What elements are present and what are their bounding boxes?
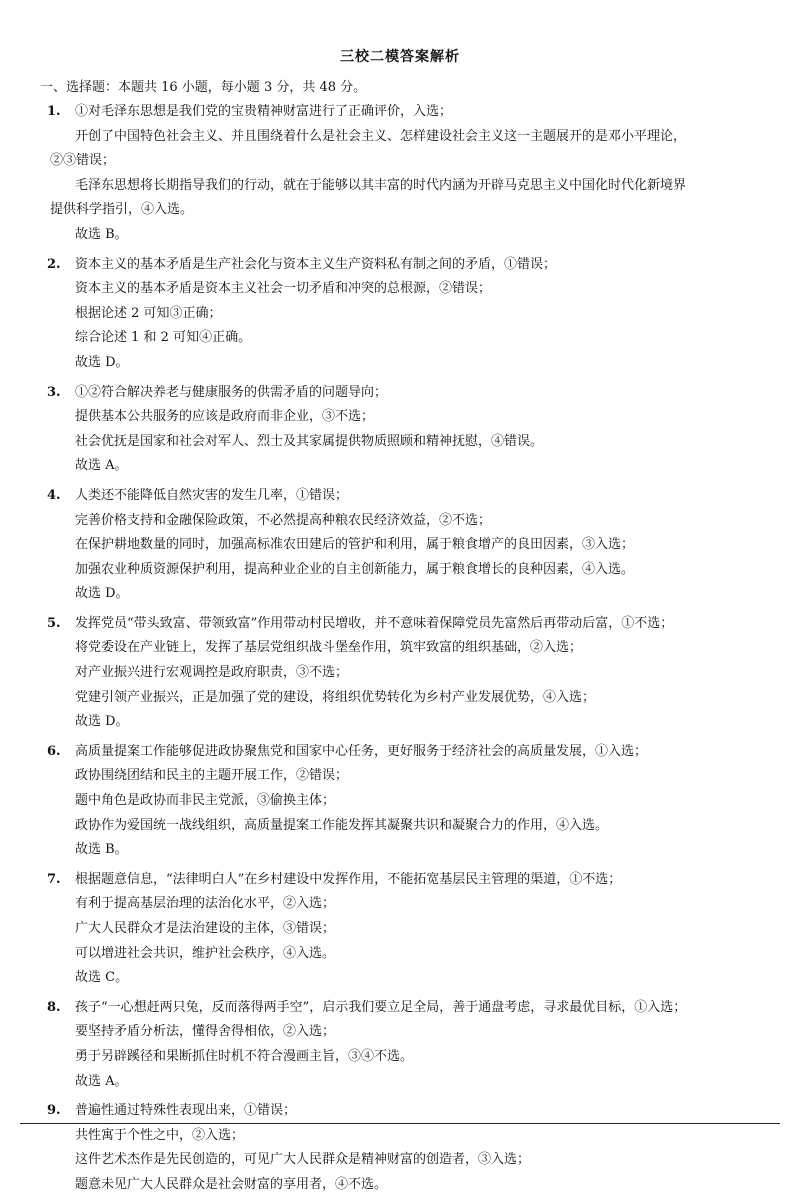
question-text: 人类还不能降低自然灾害的发生几率，①错误； [75, 487, 349, 503]
question-8 [0, 996, 800, 1094]
question-5 [0, 612, 800, 735]
question-1 [0, 100, 800, 248]
question-line [0, 1173, 800, 1198]
question-text: 发挥党员“带头致富、带领致富”作用带动村民增收，并不意味着保障党员先富然后再带动后富，①不选； [75, 615, 674, 631]
question-text: 普遍性通过特殊性表现出来，①错误； [75, 1103, 297, 1119]
question-line [0, 1020, 800, 1045]
question-line [0, 686, 800, 711]
question-number: 4. [47, 487, 61, 503]
question-text: 根据题意信息，“法律明白人”在乡村建设中发挥作用，不能拓宽基层民主管理的渠道，①不选； [75, 871, 622, 887]
question-number: 3. [47, 384, 61, 400]
question-number: 6. [47, 743, 61, 759]
question-text: 完善价格支持和金融保险政策，不必然提高种粮农民经济效益，②不选； [75, 512, 492, 528]
question-line [0, 253, 800, 278]
page-title: 三校二模答案解析 [340, 49, 460, 65]
question-2 [0, 253, 800, 376]
question-text: 在保护耕地数量的同时，加强高标准农田建后的管护和利用，属于粮食增产的良田因素，③入选； [75, 537, 635, 553]
answer-line: 故选 D。 [75, 714, 129, 730]
question-text: 加强农业种质资源保护利用，提高种业企业的自主创新能力，属于粮食增长的良种因素，④入选。 [75, 561, 635, 577]
question-text: 提供基本公共服务的应该是政府而非企业，③不选； [75, 409, 375, 425]
question-number: 8. [47, 999, 61, 1015]
question-line [0, 764, 800, 789]
question-text: 要坚持矛盾分析法，懂得舍得相依，②入选； [75, 1024, 336, 1040]
question-line [0, 149, 800, 174]
answer-line: 故选 C。 [75, 970, 129, 986]
question-text: 共性寓于个性之中，②入选； [75, 1127, 245, 1143]
question-text: 对产业振兴进行宏观调控是政府职责，③不选； [75, 665, 349, 681]
answer-line: 故选 D。 [75, 354, 129, 370]
question-text: 资本主义的基本矛盾是生产社会化与资本主义生产资料私有制之间的矛盾，①错误； [75, 256, 557, 272]
question-text: 勇于另辟蹊径和果断抓住时机不符合漫画主旨，③④不选。 [75, 1048, 414, 1064]
question-line [0, 917, 800, 942]
question-text: 政协作为爱国统一战线组织，高质量提案工作能发挥其凝聚共识和凝聚合力的作用，④入选。 [75, 817, 609, 833]
question-line [0, 814, 800, 839]
question-text: 孩子“一心想赶两只兔，反而落得两手空”，启示我们要立足全局，善于通盘考虑，寻求最优目标，①入选； [75, 999, 687, 1015]
question-line [0, 174, 800, 199]
question-number: 7. [47, 871, 61, 887]
question-line [0, 892, 800, 917]
question-text: ①对毛泽东思想是我们党的宝贵精神财富进行了正确评价，入选； [75, 104, 453, 119]
question-text: 综合论述 1 和 2 可知④正确。 [75, 330, 252, 346]
question-line [0, 509, 800, 534]
question-line [0, 558, 800, 583]
question-line [0, 484, 800, 509]
question-text: 可以增进社会共识，维护社会秩序，④入选。 [75, 945, 336, 961]
answer-line: 故选 D。 [75, 586, 129, 602]
question-line [0, 198, 800, 223]
question-number: 9. [47, 1103, 61, 1119]
question-text: 将党委设在产业链上，发挥了基层党组织战斗堡垒作用，筑牢致富的组织基础，②入选； [75, 640, 583, 656]
question-3 [0, 381, 800, 479]
question-text: 题中角色是政协而非民主党派，③偷换主体； [75, 793, 336, 809]
question-list [0, 100, 800, 1203]
question-9 [0, 1099, 800, 1197]
question-text: 提供科学指引，④入选。 [50, 202, 194, 218]
question-number: 5. [47, 615, 61, 631]
question-text: 资本主义的基本矛盾是资本主义社会一切矛盾和冲突的总根源，②错误； [75, 281, 492, 297]
question-line [0, 942, 800, 967]
answer-line: 故选 A。 [75, 458, 128, 474]
question-line [0, 381, 800, 406]
question-line [0, 1124, 800, 1149]
question-6 [0, 740, 800, 863]
answer-line: 故选 B。 [75, 226, 128, 242]
question-line [0, 100, 800, 125]
question-line [0, 1045, 800, 1070]
question-text: 社会优抚是国家和社会对军人、烈士及其家属提供物质照顾和精神抚慰，④错误。 [75, 433, 544, 449]
question-line [0, 302, 800, 327]
question-line [0, 405, 800, 430]
question-text: ②③错误； [50, 153, 116, 169]
answer-line: 故选 A。 [75, 1073, 128, 1089]
question-text: 高质量提案工作能够促进政协聚焦党和国家中心任务，更好服务于经济社会的高质量发展，①入选； [75, 743, 648, 759]
question-text: 党建引领产业振兴，正是加强了党的建设，将组织优势转化为乡村产业发展优势，④入选； [75, 689, 596, 705]
question-line [0, 612, 800, 637]
question-line [0, 277, 800, 302]
question-7 [0, 868, 800, 991]
answer-line: 故选 B。 [75, 842, 128, 858]
question-text: 有利于提高基层治理的法治化水平，②入选； [75, 896, 336, 912]
question-text: 毛泽东思想将长期指导我们的行动，就在于能够以其丰富的时代内涵为开辟马克思主义中国化时代化新境界 [75, 177, 687, 193]
question-line [0, 868, 800, 893]
question-line [0, 430, 800, 455]
question-line [0, 740, 800, 765]
question-line [0, 1148, 800, 1173]
question-line [0, 789, 800, 814]
question-line [0, 533, 800, 558]
question-text: ①②符合解决养老与健康服务的供需矛盾的问题导向； [75, 384, 388, 400]
question-line [0, 636, 800, 661]
section-heading: 一、选择题：本题共 16 小题，每小题 3 分，共 48 分。 [40, 80, 367, 95]
question-text: 题意未见广大人民群众是社会财富的享用者，④不选。 [75, 1176, 388, 1192]
question-line [0, 661, 800, 686]
question-text: 这件艺术杰作是先民创造的，可见广大人民群众是精神财富的创造者，③入选； [75, 1152, 531, 1168]
question-text: 根据论述 2 可知③正确； [75, 305, 222, 321]
question-line [0, 326, 800, 351]
question-text: 开创了中国特色社会主义、并且围绕着什么是社会主义、怎样建设社会主义这一主题展开的是邓小平理论， [75, 128, 687, 144]
question-number: 2. [47, 256, 61, 272]
question-line [0, 996, 800, 1021]
bottom-divider [20, 1123, 780, 1124]
question-text: 广大人民群众才是法治建设的主体，③错误； [75, 921, 336, 936]
question-line [0, 125, 800, 150]
question-text: 政协围绕团结和民主的主题开展工作，②错误； [75, 768, 349, 784]
question-4 [0, 484, 800, 607]
question-line [0, 1099, 800, 1124]
question-number: 1. [47, 104, 61, 119]
